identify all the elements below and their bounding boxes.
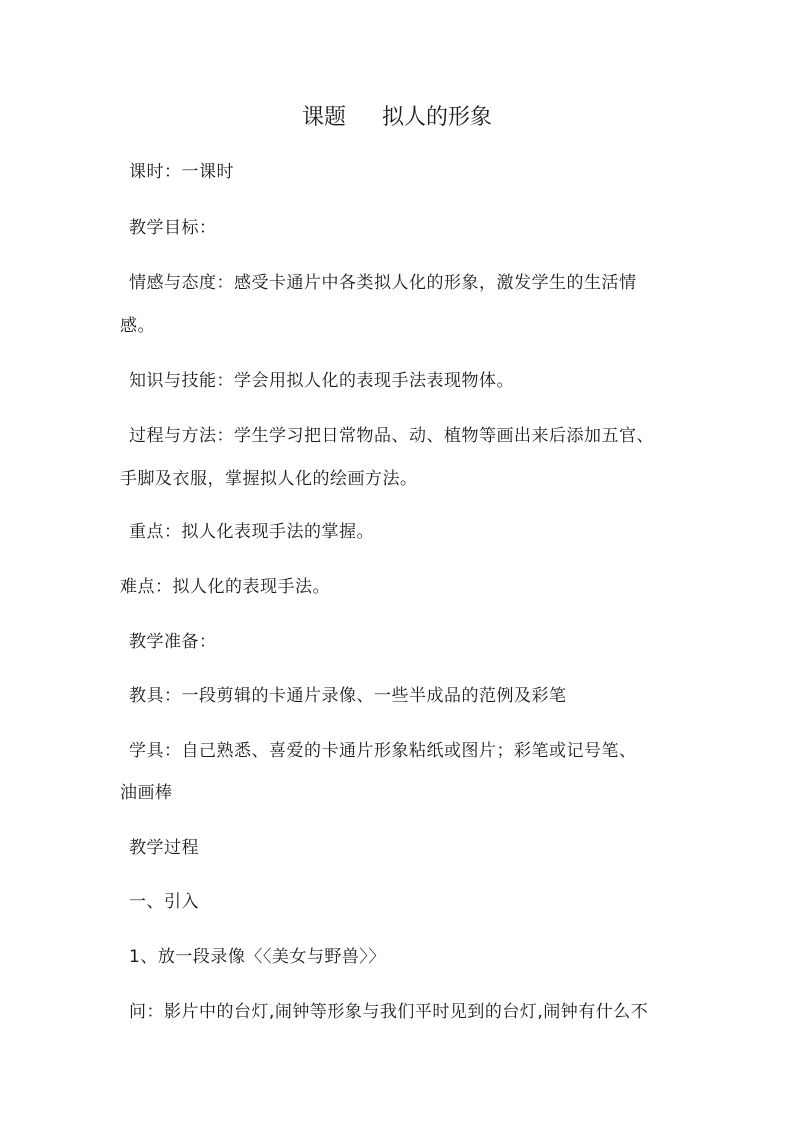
difficulty-line: 难点：拟人化的表现手法。 [120, 577, 330, 597]
teaching-aids-line: 教具：一段剪辑的卡通片录像、一些半成品的范例及彩笔 [129, 686, 567, 706]
student-materials-line: 学具：自己熟悉、喜爱的卡通片形象粘纸或图片；彩笔或记号笔、 [129, 741, 637, 761]
page-title [0, 103, 794, 133]
process-method-line: 过程与方法：学生学习把日常物品、动、植物等画出来后添加五官、 [129, 426, 654, 446]
emotion-attitude-line: 情感与态度：感受卡通片中各类拟人化的形象，激发学生的生活情 [129, 273, 637, 293]
emotion-attitude-continuation: 感。 [120, 316, 155, 336]
teaching-goals-heading: 教学目标： [129, 218, 217, 238]
section-introduction-heading: 一、引入 [129, 892, 199, 912]
title-label: 课题 [301, 105, 346, 130]
knowledge-skill-line: 知识与技能：学会用拟人化的表现手法表现物体。 [129, 371, 514, 391]
step-1-line: 1、放一段录像〈〈美女与野兽〉〉 [129, 947, 386, 967]
teaching-process-heading: 教学过程 [129, 838, 199, 858]
title-topic: 拟人的形象 [382, 105, 493, 130]
student-materials-continuation: 油画棒 [120, 783, 173, 803]
teaching-prep-heading: 教学准备： [129, 632, 217, 652]
question-line: 问：影片中的台灯,闹钟等形象与我们平时见到的台灯,闹钟有什么不 [129, 1002, 649, 1022]
lesson-duration-line: 课时：一课时 [129, 162, 234, 182]
process-method-continuation: 手脚及衣服，掌握拟人化的绘画方法。 [120, 469, 418, 489]
key-point-line: 重点：拟人化表现手法的掌握。 [129, 522, 374, 542]
